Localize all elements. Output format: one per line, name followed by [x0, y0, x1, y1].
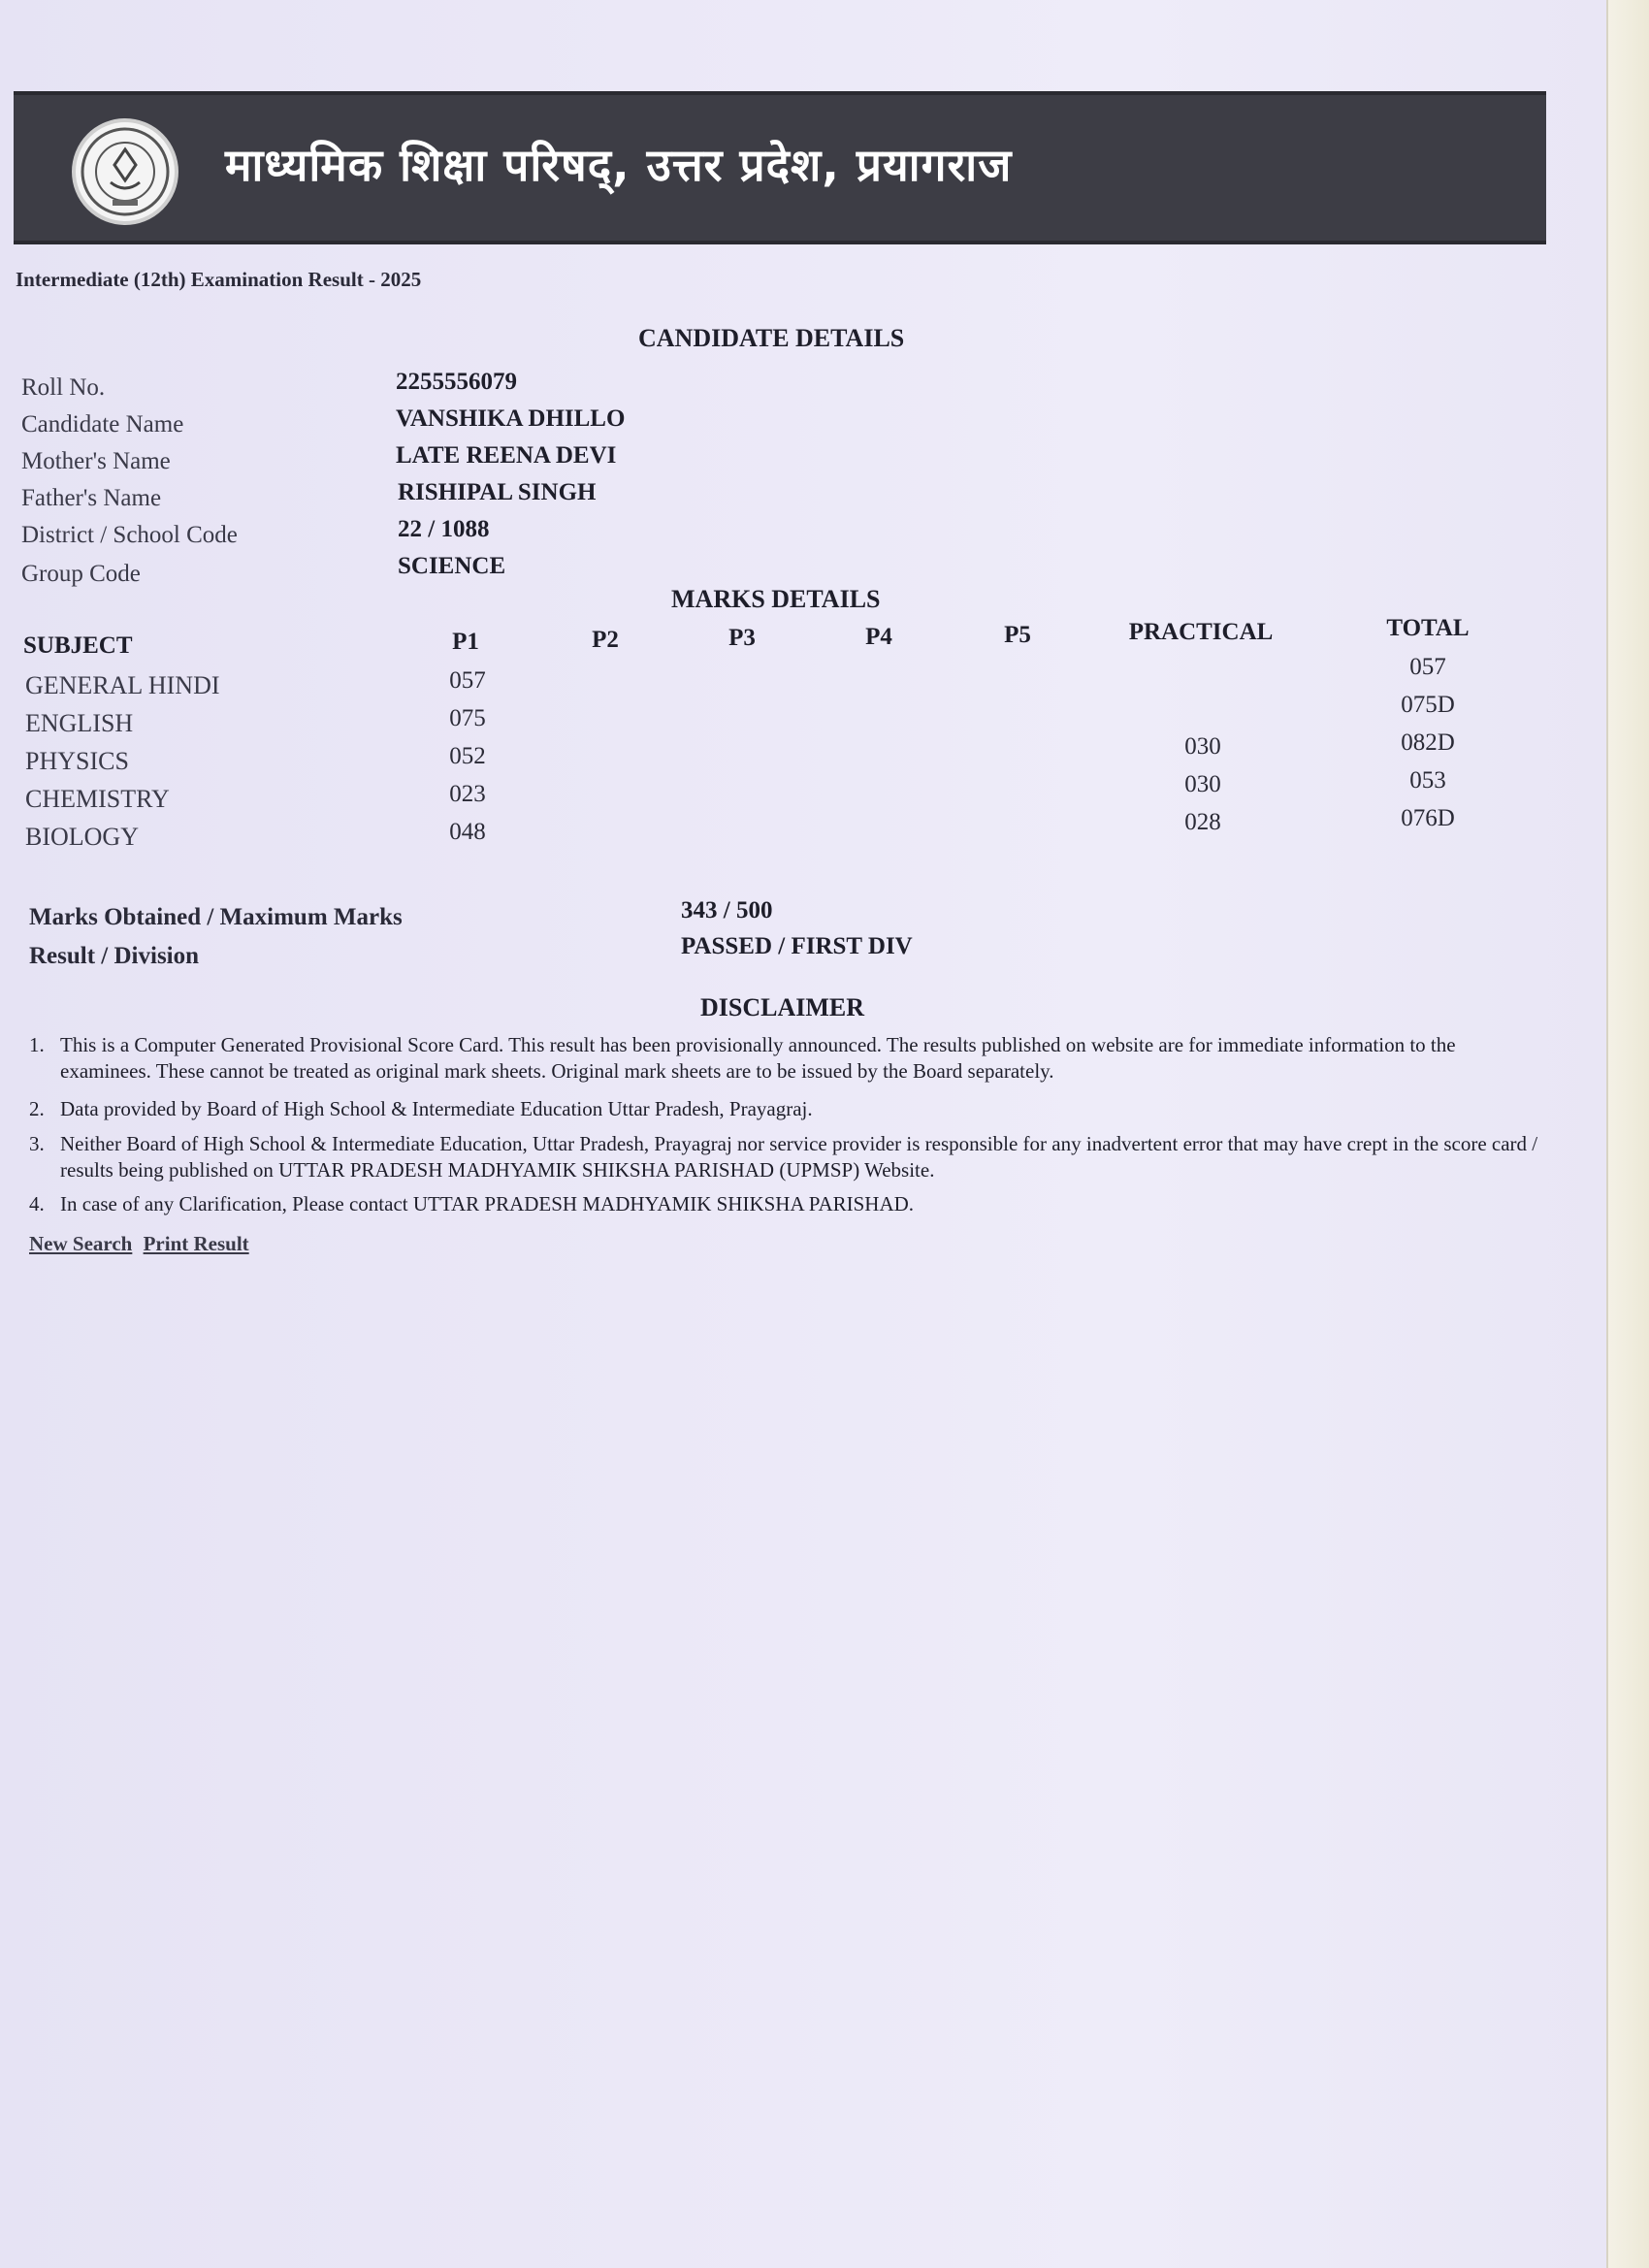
- disclaimer-text: This is a Computer Generated Provisional Score Card. This result has been provisionally announced. The results published on website are for immediate information to the examinees. These cannot be treated as original mark sheets. Original mark sheets are to be issued by the Board separately.: [60, 1033, 1456, 1083]
- p1-marks: 048: [449, 819, 486, 845]
- result-division-value: PASSED / FIRST DIV: [681, 933, 913, 959]
- practical-marks: 030: [1184, 771, 1221, 797]
- p1-marks: 057: [449, 667, 486, 694]
- subject-name: BIOLOGY: [25, 823, 139, 851]
- group-code-value: SCIENCE: [398, 553, 506, 579]
- practical-marks: 028: [1184, 809, 1221, 835]
- p1-column-header: P1: [452, 629, 479, 655]
- roll-no-label: Roll No.: [21, 374, 106, 401]
- disclaimer-number: 3.: [29, 1132, 45, 1155]
- disclaimer-item: [29, 1032, 1542, 1085]
- total-marks: 075D: [1401, 692, 1455, 718]
- p3-column-header: P3: [728, 625, 756, 651]
- disclaimer-number: 4.: [29, 1192, 45, 1215]
- disclaimer-item: [29, 1131, 1542, 1183]
- mother-name-value: LATE REENA DEVI: [396, 442, 617, 469]
- p2-column-header: P2: [592, 627, 619, 653]
- disclaimer-text: In case of any Clarification, Please contact UTTAR PRADESH MADHYAMIK SHIKSHA PARISHAD.: [60, 1192, 915, 1215]
- disclaimer-item: [29, 1191, 1542, 1217]
- candidate-name-value: VANSHIKA DHILLO: [396, 405, 626, 432]
- result-actions: [29, 1232, 255, 1256]
- marks-details-heading: MARKS DETAILS: [671, 585, 881, 613]
- header-banner: [14, 91, 1546, 244]
- up-government-emblem-icon: [72, 118, 178, 225]
- candidate-details-heading: CANDIDATE DETAILS: [638, 324, 905, 352]
- subject-name: CHEMISTRY: [25, 785, 170, 813]
- subject-name: GENERAL HINDI: [25, 671, 220, 699]
- mother-name-label: Mother's Name: [21, 448, 171, 474]
- father-name-label: Father's Name: [21, 485, 162, 511]
- disclaimer-heading: DISCLAIMER: [700, 993, 865, 1021]
- print-result-link[interactable]: Print Result: [143, 1232, 249, 1255]
- disclaimer-item: [29, 1096, 1542, 1122]
- p1-marks: 052: [449, 743, 486, 769]
- subject-name: ENGLISH: [25, 709, 134, 737]
- marks-obtained-value: 343 / 500: [681, 897, 773, 923]
- disclaimer-text: Neither Board of High School & Intermediate Education, Uttar Pradesh, Prayagraj nor service provider is responsible for any inadvertent error that may have crept in the score card / results being published on UTTAR PRADESH MADHYAMIK SHIKSHA PARISHAD (UPMSP) Website.: [60, 1132, 1538, 1182]
- disclaimer-number: 1.: [29, 1033, 45, 1056]
- district-school-code-value: 22 / 1088: [398, 516, 490, 542]
- roll-no-value: 2255556079: [396, 369, 517, 395]
- father-name-value: RISHIPAL SINGH: [398, 479, 597, 505]
- subject-column-header: SUBJECT: [23, 632, 133, 659]
- subject-name: PHYSICS: [25, 747, 129, 775]
- p4-column-header: P4: [865, 624, 892, 650]
- disclaimer-number: 2.: [29, 1097, 45, 1120]
- marks-obtained-label: Marks Obtained / Maximum Marks: [29, 904, 403, 930]
- exam-title: Intermediate (12th) Examination Result - 2025: [16, 268, 422, 291]
- total-marks: 057: [1409, 654, 1446, 680]
- p1-marks: 075: [449, 705, 486, 731]
- p1-marks: 023: [449, 781, 486, 807]
- total-marks: 082D: [1401, 729, 1455, 756]
- total-column-header: TOTAL: [1386, 615, 1470, 641]
- candidate-name-label: Candidate Name: [21, 411, 184, 437]
- total-marks: 076D: [1401, 805, 1455, 831]
- practical-marks: 030: [1184, 733, 1221, 760]
- result-division-label: Result / Division: [29, 943, 200, 969]
- paper-edge: [1606, 0, 1649, 2268]
- group-code-label: Group Code: [21, 561, 141, 587]
- board-name: माध्यमिक शिक्षा परिषद्, उत्तर प्रदेश, प्रयागराज: [225, 139, 1013, 191]
- practical-column-header: PRACTICAL: [1128, 619, 1274, 645]
- total-marks: 053: [1409, 767, 1446, 794]
- district-school-code-label: District / School Code: [21, 522, 238, 548]
- p5-column-header: P5: [1004, 622, 1031, 648]
- new-search-link[interactable]: New Search: [29, 1232, 133, 1255]
- disclaimer-text: Data provided by Board of High School & Intermediate Education Uttar Pradesh, Prayagraj.: [60, 1097, 813, 1120]
